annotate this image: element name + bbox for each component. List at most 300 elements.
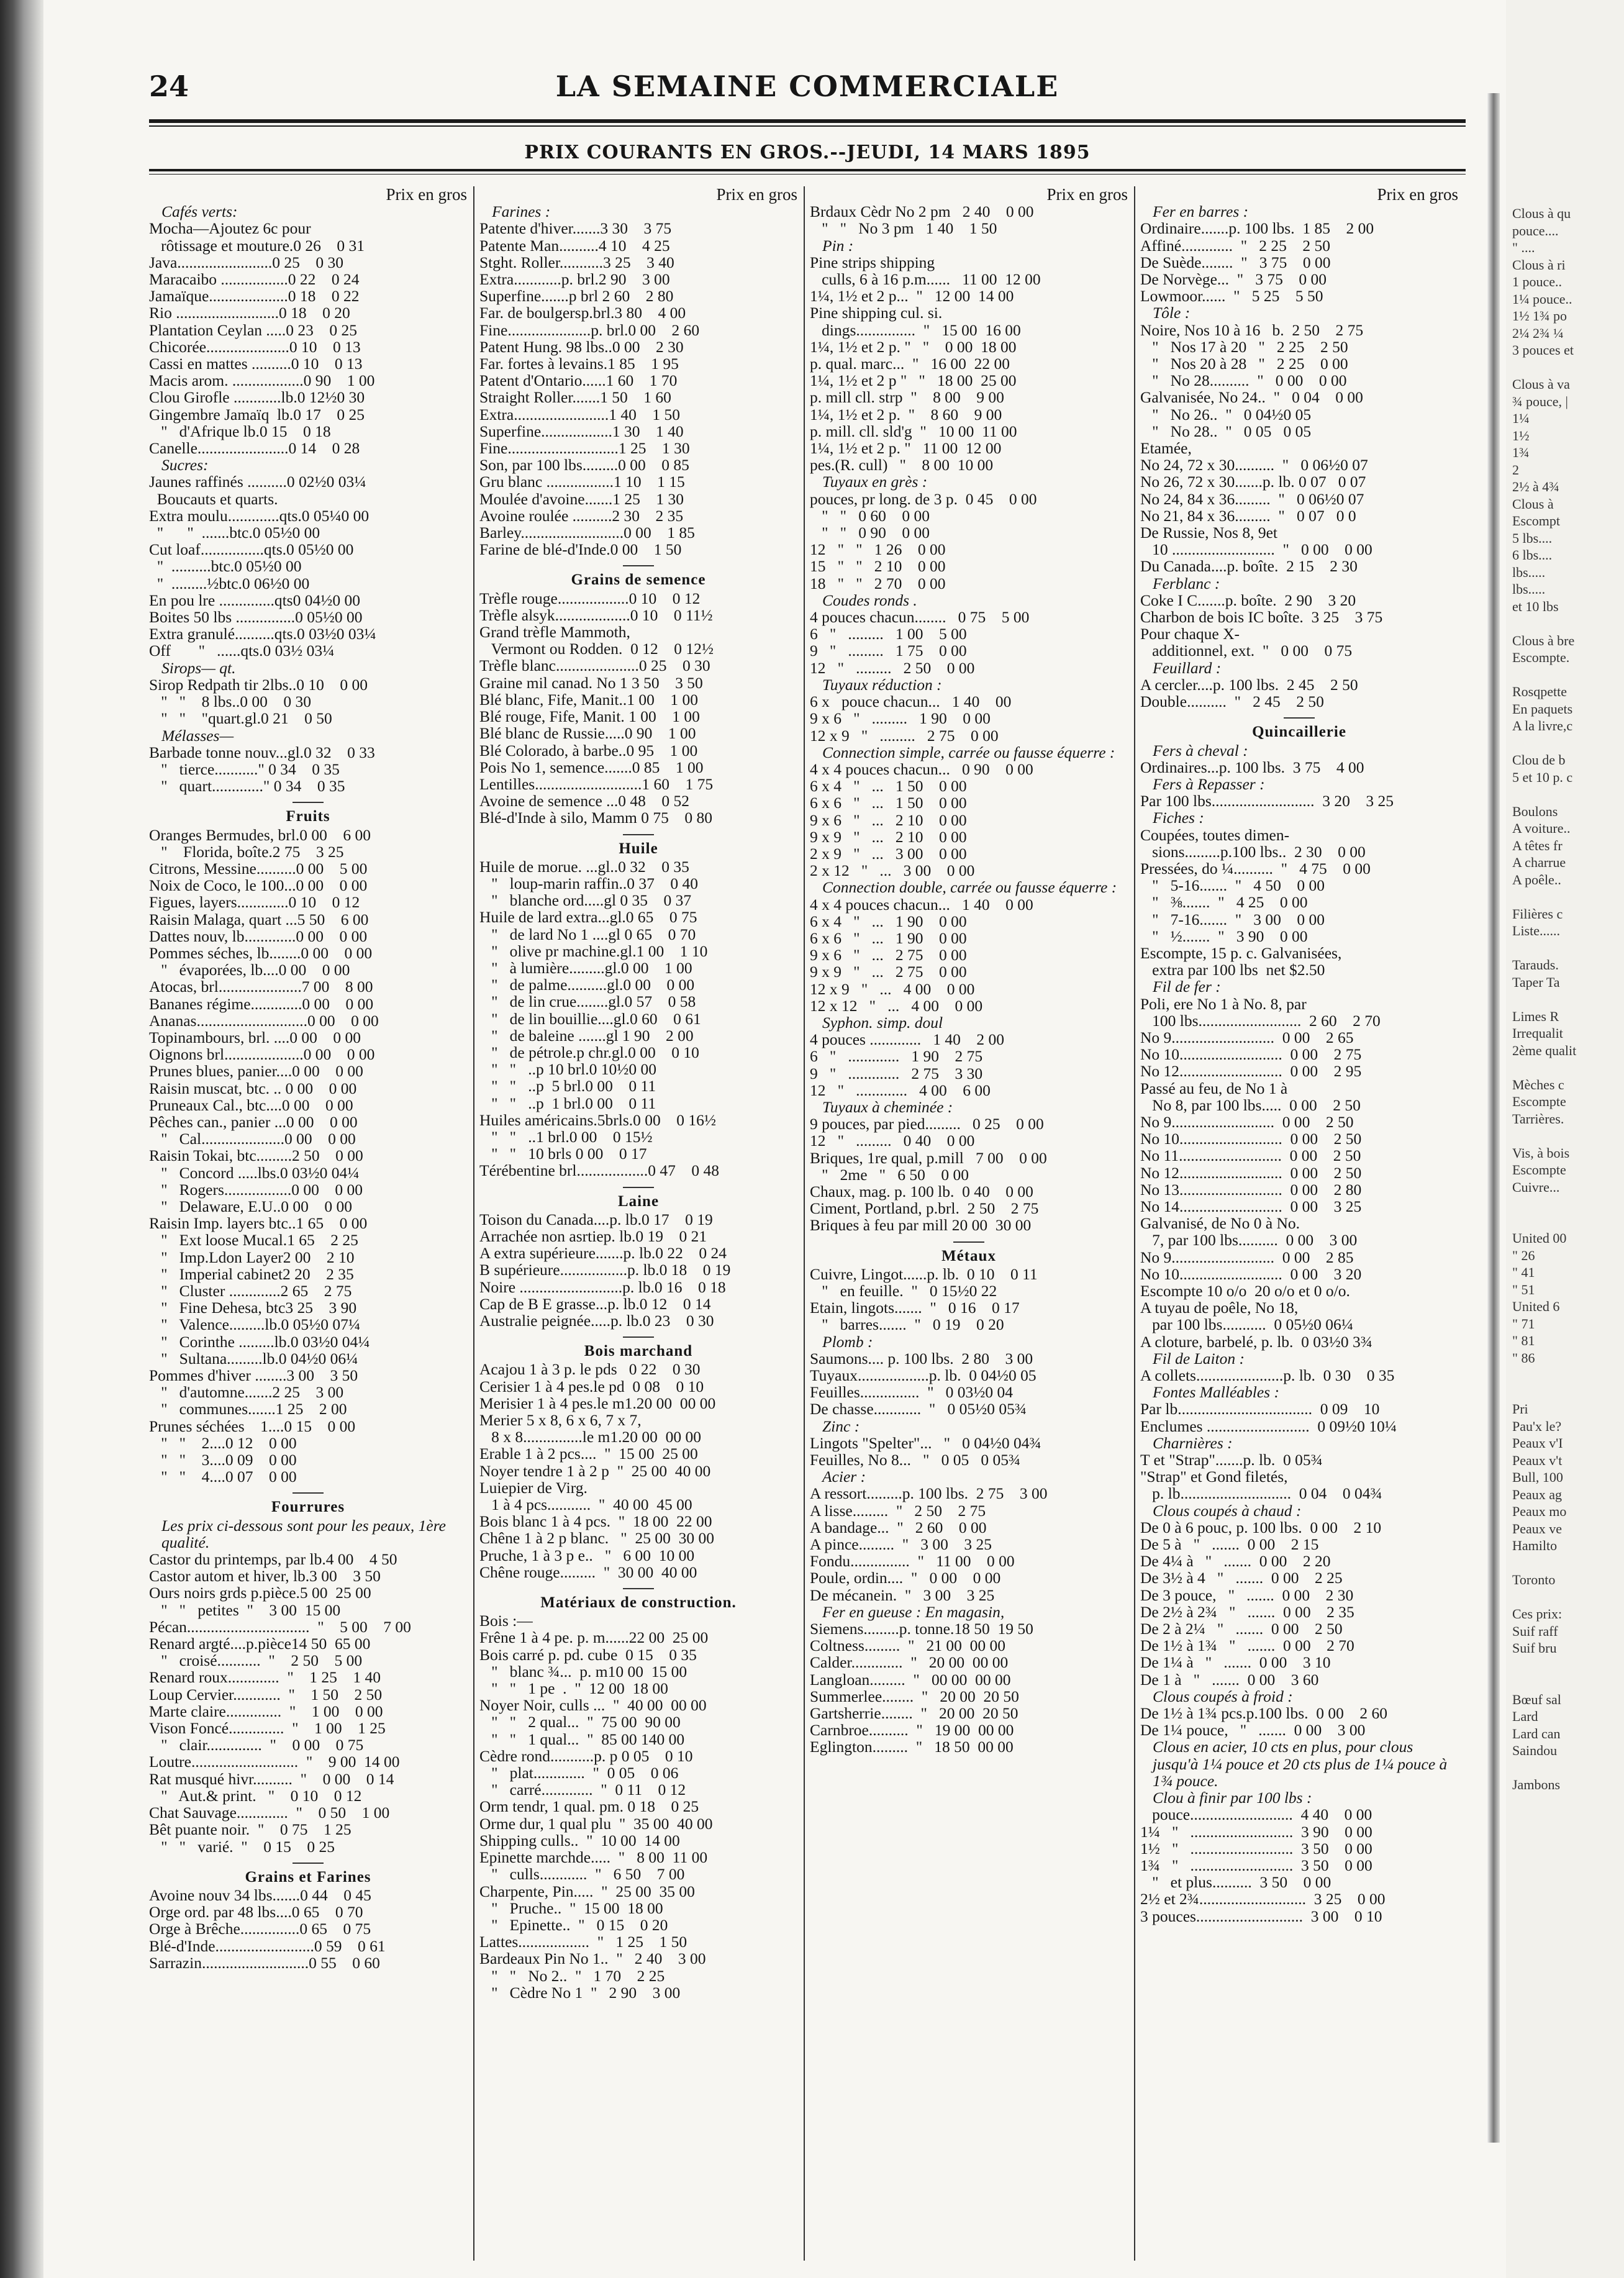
category-label: Charnières : [1153,1433,1233,1452]
category-label: Ferblanc : [1153,574,1220,592]
price-row: 15 " " 2 10 0 00 [810,557,946,576]
price-row: Atocas, brl.....................7 00 8 00 [149,978,373,996]
price-row: Prunes blues, panier....0 00 0 00 [149,1062,363,1081]
price-row: " et plus.......... 3 50 0 00 [1140,1873,1331,1892]
fragment-line: 2 [1512,461,1519,478]
price-row: Avoine de semence ...0 48 0 52 [479,792,690,810]
price-row: A collets......................p. lb. 0 30 0 35 [1140,1366,1395,1385]
category-label: Clou à finir par 100 lbs : [1153,1789,1312,1807]
category-label: Fers à Repasser : [1153,774,1265,793]
price-row: " communes.......1 25 2 00 [149,1400,347,1418]
price-row: " " varié. " 0 15 0 25 [149,1837,335,1856]
price-row: Enclumes .......................... 0 09½0 10¼ [1140,1417,1397,1435]
price-row: Merier 5 x 8, 6 x 6, 7 x 7, [479,1411,642,1430]
price-row: Affiné............. " 2 25 2 50 [1140,236,1330,255]
price-row: No 12.......................... 0 00 2 50 [1140,1163,1362,1182]
price-row: Straight Roller.......1 50 1 60 [479,388,671,407]
price-row: No 14.......................... 0 00 3 25 [1140,1197,1362,1215]
category-label: Clous coupés à chaud : [1153,1501,1302,1520]
price-row: Erable 1 à 2 pcs.... " 15 00 25 00 [479,1445,698,1463]
price-row: Orm tendr, 1 qual. pm. 0 18 0 25 [479,1797,699,1816]
price-row: Chicorée.....................0 10 0 13 [149,337,361,356]
price-row: No 10.......................... 0 00 2 75 [1140,1045,1362,1064]
price-row: A extra supérieure.......p. lb.0 22 0 24 [479,1244,727,1263]
price-row: No 11.......................... 0 00 2 50 [1140,1146,1361,1165]
price-row: " " .......btc.0 05½0 00 [149,524,320,542]
price-row: Barley..........................0 00 1 85 [479,524,695,542]
fragment-line: Suif raff [1512,1623,1558,1639]
price-column-1 [149,186,467,2267]
price-row: Tuyaux..................p. lb. 0 04½0 05 [810,1366,1037,1385]
price-column-2 [479,186,797,2267]
fragment-line: 6 lbs.... [1512,547,1553,563]
price-row: " " ..1 brl.0 00 0 15½ [479,1127,653,1146]
price-row: Pine shipping cul. si. [810,304,943,322]
price-row: " tierce..........." 0 34 0 35 [149,760,340,778]
price-row: 12 x 9 " ......... 2 75 0 00 [810,726,999,745]
fragment-line: ¾ pouce, | [1512,393,1568,409]
price-row: Macis arom. ..................0 90 1 00 [149,371,375,390]
category-label: Clous coupés à froid : [1153,1687,1293,1705]
fragment-line: Limes R [1512,1008,1559,1024]
fragment-line: Pri [1512,1401,1528,1417]
price-row: Arrachée non asrtiep. lb.0 19 0 21 [479,1227,707,1245]
price-row: pes.(R. cull) " 8 00 10 00 [810,456,994,474]
price-row: Shipping culls.. " 10 00 14 00 [479,1831,680,1849]
scan-fold-edge [1487,93,1500,2143]
price-row: 12 x 9 " ... 4 00 0 00 [810,979,975,998]
price-row: Noire, Nos 10 à 16 b. 2 50 2 75 [1140,320,1364,339]
price-row: Barbade tonne nouv...gl.0 32 0 33 [149,743,375,761]
category-label: Zinc : [822,1417,860,1435]
price-row: De 1½ à 1¾ " ....... 0 00 2 70 [1140,1636,1354,1655]
price-row: Pressées, do ¼.......... " 4 75 0 00 [1140,859,1371,878]
price-row: Vermont ou Rodden. 0 12 0 12½ [479,640,714,658]
fragment-line: Rosqpette [1512,684,1567,699]
fragment-line [1512,1366,1624,1384]
price-row: par 100 lbs........... 0 05½0 06¼ [1140,1315,1353,1334]
price-row: Bois :— [479,1612,533,1630]
publication-title: LA SEMAINE COMMERCIALE [555,70,1059,103]
price-row: " croisé........... " 2 50 5 00 [149,1651,363,1670]
fragment-line: A charrue [1512,855,1566,870]
price-row: " Cluster .............2 65 2 75 [149,1282,352,1300]
price-row: Bardeaux Pin No 1.. " 2 40 3 00 [479,1949,706,1968]
fragment-line: Saindou [1512,1743,1558,1758]
price-row: Escompte, 15 p. c. Galvanisées, [1140,943,1342,962]
price-row: " " "quart.gl.0 21 0 50 [149,709,332,728]
price-row: De 1 à " ....... 0 00 3 60 [1140,1670,1319,1689]
price-row: Off " ......qts.0 03½ 03¼ [149,642,335,660]
price-row: No 12.......................... 0 00 2 95 [1140,1062,1362,1081]
price-row: Blé rouge, Fife, Manit. 1 00 1 00 [479,707,700,726]
price-row: Coltness......... " 21 00 00 00 [810,1636,1006,1655]
price-row: De 3½ à 4 " ....... 0 00 2 25 [1140,1569,1343,1587]
price-row: "Strap" et Gond filetés, [1140,1468,1288,1486]
fragment-line: Cuivre... [1512,1179,1560,1195]
price-row: Clou Girofle ............lb.0 12½0 30 [149,388,365,407]
column-divider [1134,186,1135,2261]
fragment-line: 1½ [1512,427,1530,443]
price-row: 8 x 8...............le m1.20 00 00 00 [479,1428,701,1446]
price-row: " carré............. " 0 11 0 12 [479,1781,686,1799]
header-rule-thin [149,125,1466,127]
price-row: De Norvège... " 3 75 0 00 [1140,270,1327,289]
price-row: " olive pr machine.gl.1 00 1 10 [479,942,708,960]
price-row: Escompte 10 o/o 20 o/o et 0 o/o. [1140,1282,1350,1300]
price-row: " " 0 60 0 00 [810,506,930,525]
category-label: Fiches : [1153,809,1204,827]
price-row: Marte claire.............. " 1 00 0 00 [149,1702,383,1720]
fragment-line: 2ème qualit [1512,1042,1577,1058]
price-row: A lisse......... " 2 50 2 75 [810,1501,986,1520]
section-heading: Huile [479,834,797,857]
price-row: p. mill cll. strp " 8 00 9 00 [810,388,1004,407]
price-row: " blanc ¾... p. m10 00 15 00 [479,1662,687,1681]
fragment-line: " 51 [1512,1281,1535,1297]
price-row: De 1¼ à " ....... 0 00 3 10 [1140,1653,1331,1672]
price-row: Superfine..................1 30 1 40 [479,422,684,440]
category-label: Tuyaux réduction : [822,675,942,694]
price-row: Castor autom et hiver, lb.3 00 3 50 [149,1567,381,1586]
price-row: Son, par 100 lbs.........0 00 0 85 [479,456,689,474]
fragment-line: Ces prix: [1512,1606,1563,1622]
fragment-line: Irrequalit [1512,1025,1563,1041]
price-row: 100 lbs.......................... 2 60 2 70 [1140,1011,1381,1030]
price-row: Moulée d'avoine.......1 25 1 30 [479,489,684,508]
price-row: Luiepier de Virg. [479,1478,587,1497]
price-row: 2 x 9 " ... 3 00 0 00 [810,844,967,863]
subtitle-rule-thin [149,174,1466,175]
fragment-line: " .... [1512,240,1535,255]
price-row: Trèfle alsyk...................0 10 0 11½ [479,606,713,624]
price-row: Ordinaires...p. 100 lbs. 3 75 4 00 [1140,758,1364,776]
fragment-line: Clou de b [1512,752,1566,768]
price-row: " d'Afrique lb.0 15 0 18 [149,422,331,440]
price-row: " Sultana.........lb.0 04½0 06¼ [149,1349,358,1368]
section-heading: Fruits [149,802,467,825]
fragment-line: En paquets [1512,701,1573,717]
category-label: Coudes ronds . [822,591,917,609]
price-row: Citrons, Messine..........0 00 5 00 [149,859,368,878]
price-row: No 10.......................... 0 00 3 20 [1140,1264,1362,1283]
price-row: 6 " ......... 1 00 5 00 [810,625,967,643]
price-row: " de palme..........gl.0 00 0 00 [479,976,695,994]
price-row: No 24, 72 x 30.......... " 0 06½0 07 [1140,456,1368,474]
page-number: 24 [149,70,189,103]
price-row: Pois No 1, semence.......0 85 1 00 [479,758,704,776]
price-row: Langloan......... " 00 00 00 00 [810,1670,1011,1689]
section-heading: Métaux [810,1241,1128,1264]
price-row: Galvanisé, de No 0 à No. [1140,1214,1300,1233]
price-row: " " ..p 10 brl.0 10½0 00 [479,1060,657,1079]
price-row: Orme dur, 1 qual plu " 35 00 40 00 [479,1814,713,1833]
price-row: extra par 100 lbs net $2.50 [1140,961,1325,979]
price-row: Cerisier 1 à 4 pes.le pd 0 08 0 10 [479,1377,704,1395]
price-row: Coke I C.......p. boîte. 2 90 3 20 [1140,591,1356,609]
price-row: " barres....... " 0 19 0 20 [810,1315,1004,1334]
price-row: Blé blanc de Russie.....0 90 1 00 [479,724,696,743]
price-row: Australie peignée.....p. lb.0 23 0 30 [479,1312,714,1330]
category-label: Fontes Malléables : [1153,1383,1279,1402]
fragment-line: A voiture.. [1512,820,1571,836]
price-row: Far. fortes à levains.1 85 1 95 [479,355,679,373]
price-row: " Pruche.. " 15 00 18 00 [479,1899,663,1917]
category-label: Plomb : [822,1332,873,1351]
fragment-line: Clous à [1512,496,1554,512]
price-row: De Russie, Nos 8, 9et [1140,524,1277,542]
fragment-line: A la livre,c [1512,718,1573,733]
price-row: Carnbroe.......... " 19 00 00 00 [810,1721,1014,1740]
price-row: Double.......... " 2 45 2 50 [1140,692,1324,711]
fragment-line [1512,359,1624,376]
price-row: 12 " ......... 2 50 0 00 [810,658,975,677]
price-row: 9 x 9 " ... 2 10 0 00 [810,827,967,846]
fragment-line: Escompte [1512,1094,1566,1109]
fragment-line: Escompt [1512,513,1560,529]
price-row: Epinette marchde..... " 8 00 11 00 [479,1848,708,1867]
price-row: Patente d'hiver.......3 30 3 75 [479,219,672,238]
column-divider [473,186,474,2261]
price-row: 9 x 6 " ... 2 10 0 00 [810,810,967,829]
price-row: Chêne rouge......... " 30 00 40 00 [479,1563,697,1581]
fragment-line: Peaux ag [1512,1486,1563,1502]
fragment-line [1512,666,1624,684]
price-row: Briques à feu par mill 20 00 30 00 [810,1216,1032,1235]
category-label: Fil de Laiton : [1153,1349,1245,1368]
price-row: " " 10 brls 0 00 0 17 [479,1145,647,1163]
price-row: pouce.......................... 4 40 0 00 [1140,1805,1372,1824]
price-row: Bois carré p. pd. cube 0 15 0 35 [479,1645,697,1664]
fragment-line: Boulons [1512,803,1558,819]
price-row: Huile de lard extra...gl.0 65 0 75 [479,908,697,927]
price-row: De mécanein. " 3 00 3 25 [810,1586,995,1604]
price-row: " 5-16....... " 4 50 0 00 [1140,876,1325,895]
price-row: Acajou 1 à 3 p. le pds 0 22 0 30 [479,1360,701,1379]
price-row: Renard argté....p.pièce14 50 65 00 [149,1635,371,1653]
price-row: 4 pouces ............. 1 40 2 00 [810,1030,1005,1049]
price-row: A tuyau de poêle, No 18, [1140,1299,1299,1317]
category-label: Fil de fer : [1153,978,1221,996]
price-row: 2 x 12 " ... 3 00 0 00 [810,861,975,880]
price-row: Orge à Brêche...............0 65 0 75 [149,1920,371,1938]
price-row: Summerlee........ " 20 00 20 50 [810,1687,1019,1705]
category-label: Clous en acier, 10 cts en plus, pour clous jusqu'à 1¼ pouce et 20 cts plus de 1¼ pouce à 1¾ pouce. [1153,1738,1448,1790]
price-row: No 8, par 100 lbs..... 0 00 2 50 [1140,1096,1361,1114]
price-row: Lowmoor...... " 5 25 5 50 [1140,287,1323,306]
price-row: De Suède........ " 3 75 0 00 [1140,253,1331,271]
category-label: Connection simple, carrée ou fausse équerre : [822,743,1115,761]
price-row: Poli, ere No 1 à No. 8, par [1140,994,1307,1013]
fragment-line: A têtes fr [1512,837,1563,853]
price-row: Fine.....................p. brl.0 00 2 60 [479,320,700,339]
price-row: Poule, ordin.... " 0 00 0 00 [810,1569,1001,1587]
price-row: A pince......... " 3 00 3 25 [810,1535,992,1554]
price-row: 1¼ " .......................... 3 90 0 00 [1140,1822,1372,1841]
price-row: Etamée, [1140,439,1192,458]
price-row: Vison Foncé.............. " 1 00 1 25 [149,1719,386,1738]
fragment-line: 1¾ [1512,445,1530,460]
price-row: " " 1 pe . " 12 00 18 00 [479,1679,668,1698]
fragment-line [1512,1554,1624,1572]
price-row: Maracaibo .................0 22 0 24 [149,270,360,289]
price-row: Renard roux............. " 1 25 1 40 [149,1668,381,1687]
price-row: 6 x 6 " ... 1 50 0 00 [810,794,967,812]
price-row: 2½ et 2¾........................... 3 25 0 00 [1140,1890,1386,1908]
price-row: Extra........................1 40 1 50 [479,405,680,424]
price-row: 1¼, 1½ et 2 p. " 11 00 12 00 [810,439,1002,458]
price-row: 1¾ " .......................... 3 50 0 00 [1140,1856,1372,1874]
price-row: A cloture, barbelé, p. lb. 0 03½0 3¾ [1140,1332,1372,1351]
fragment-line: Pau'x le? [1512,1418,1562,1434]
price-row: Cuivre, Lingot......p. lb. 0 10 0 11 [810,1264,1038,1283]
price-row: Sirop Redpath tir 2lbs..0 10 0 00 [149,675,368,694]
fragment-line: Tarauds. [1512,957,1559,973]
price-row: " Ext loose Mucal.1 65 2 25 [149,1231,358,1250]
price-row: Trèfle rouge..................0 10 0 12 [479,589,701,607]
price-row: Blé Colorado, à barbe..0 95 1 00 [479,741,698,760]
price-row: " Fine Dehesa, btc3 25 3 90 [149,1299,357,1317]
price-row: " ½....... " 3 90 0 00 [1140,927,1308,945]
price-row: 6 " ............. 1 90 2 75 [810,1047,983,1066]
price-row: 9 x 9 " ... 2 75 0 00 [810,963,967,981]
fragment-line: lbs..... [1512,581,1546,597]
fragment-line: 1 pouce.. [1512,274,1563,289]
fragment-line [1512,1384,1624,1401]
category-label: Fers à cheval : [1153,741,1248,760]
price-row: Ours noirs grds p.pièce.5 00 25 00 [149,1584,371,1602]
price-row: Plantation Ceylan .....0 23 0 25 [149,320,358,339]
fragment-line: Vis, à bois [1512,1145,1570,1161]
price-row: Gru blanc .................1 10 1 15 [479,473,685,491]
fragment-line [1512,940,1624,957]
category-label: Mélasses— [161,726,234,745]
price-row: rôtissage et mouture.0 26 0 31 [149,236,365,255]
price-row: " .........½btc.0 06½0 00 [149,574,310,592]
fragment-line [1512,1127,1624,1145]
fragment-line: Hamilto [1512,1538,1558,1553]
price-row: Farine de blé-d'Inde.0 00 1 50 [479,540,682,559]
category-label: Sirops— qt. [161,658,236,677]
fragment-line: A poêle.. [1512,871,1561,887]
scan-binding-edge [0,0,43,2278]
category-label: Acier : [822,1468,866,1486]
price-row: 12 " ............. 4 00 6 00 [810,1081,991,1099]
price-row: 12 " ......... 0 40 0 00 [810,1132,975,1150]
price-row: Térébentine brl..................0 47 0 48 [479,1161,719,1180]
price-row: " " 2 qual... " 75 00 90 00 [479,1713,681,1731]
fragment-line: " 81 [1512,1333,1535,1348]
price-row: Siemens.........p. tonne.18 50 19 50 [810,1620,1033,1638]
price-row: Oignons brl....................0 00 0 00 [149,1045,375,1064]
price-row: pouces, pr long. de 3 p. 0 45 0 00 [810,489,1037,508]
page-header [149,70,1466,113]
price-row: Noyer Noir, culls ... " 40 00 00 00 [479,1696,707,1715]
fragment-line: " 71 [1512,1315,1535,1332]
price-row: 9 x 6 " ......... 1 90 0 00 [810,709,991,728]
fragment-line [1512,888,1624,905]
price-row: En pou lre ..............qts0 04½0 00 [149,591,360,609]
price-row: 4 x 4 pouces chacun... 0 90 0 00 [810,760,1033,778]
price-row: 9 x 6 " ... 2 75 0 00 [810,946,967,964]
price-row: " " ..p 5 brl.0 00 0 11 [479,1077,656,1096]
fragment-line: Clous à ri [1512,256,1566,273]
price-row: Blé-d'Inde.........................0 59 0 61 [149,1936,386,1955]
price-row: 10 .......................... " 0 00 0 00 [1140,540,1372,559]
fragment-line [1512,1196,1624,1213]
fragment-line [1512,1213,1624,1230]
price-row: Charbon de bois IC boîte. 3 25 3 75 [1140,608,1383,627]
fragment-line: Clous à qu [1512,206,1571,221]
price-row: De 1¼ pouce, " ....... 0 00 3 00 [1140,1721,1366,1740]
price-row: " à lumière.........gl.0 00 1 00 [479,958,692,977]
price-row: " de pétrole.p chr.gl.0 00 0 10 [479,1043,699,1061]
price-row: Gingembre Jamaïq lb.0 17 0 25 [149,405,365,424]
price-row: De 4¼ à " ....... 0 00 2 20 [1140,1552,1331,1571]
price-row: A bandage... " 2 60 0 00 [810,1518,987,1536]
price-row: Huiles américains.5brls.0 00 0 16½ [479,1110,717,1129]
price-row: Etain, lingots....... " 0 16 0 17 [810,1299,1020,1317]
price-row: Chêne 1 à 2 p blanc. " 25 00 30 00 [479,1529,714,1548]
price-row: " 2me " 6 50 0 00 [810,1165,969,1184]
price-row: Chat Sauvage............. " 0 50 1 00 [149,1804,390,1822]
category-label: Les prix ci-dessous sont pour les peaux, 1ère qualité. [161,1516,446,1551]
section-heading: Laine [479,1187,797,1210]
price-row: 3 pouces........................... 3 00 0 10 [1140,1907,1382,1925]
price-row: No 13.......................... 0 00 2 80 [1140,1180,1362,1199]
fragment-line: United 00 [1512,1230,1567,1246]
price-row: Raisin Imp. layers btc..1 65 0 00 [149,1214,368,1233]
price-row: Noix de Coco, le 100...0 00 0 00 [149,876,368,895]
fragment-line: Peaux ve [1512,1520,1563,1536]
price-row: " Nos 20 à 28 " 2 25 0 00 [1140,355,1348,373]
fragment-line: Lard can [1512,1725,1561,1741]
category-label: Connection double, carrée ou fausse équerre : [822,878,1117,897]
price-row: 6 x 4 " ... 1 90 0 00 [810,912,967,930]
price-row: " de lin bouillie....gl.0 60 0 61 [479,1009,701,1028]
price-row: " Delaware, E.U..0 00 0 00 [149,1197,352,1215]
price-row: A ressort.........p. 100 lbs. 2 75 3 00 [810,1484,1048,1503]
price-row: " Concord .....lbs.0 03½0 04¼ [149,1163,360,1182]
category-label: Fer en barres : [1153,202,1249,221]
price-row: Noyer tendre 1 à 2 p " 25 00 40 00 [479,1461,711,1480]
fragment-line: 5 et 10 p. c [1512,769,1573,785]
fragment-line: 1¼ pouce.. [1512,291,1572,307]
price-row: Trèfle blanc.....................0 25 0 30 [479,656,710,675]
price-row: " " 0 90 0 00 [810,524,930,542]
fragment-line: Lard [1512,1708,1538,1724]
category-label: Tôle : [1153,304,1191,322]
price-row: Pour chaque X- [1140,625,1240,643]
price-row: Java........................0 25 0 30 [149,253,344,271]
price-row: No 21, 84 x 36......... " 0 07 0 0 [1140,506,1356,525]
price-row: Galvanisée, No 24.. " 0 04 0 00 [1140,388,1363,407]
price-row: " blanche ord.....gl 0 35 0 37 [479,891,692,910]
price-row: Du Canada....p. boîte. 2 15 2 30 [1140,557,1358,576]
fragment-line: Escompte. [1512,650,1570,665]
price-row: " Aut.& print. " 0 10 0 12 [149,1786,362,1805]
price-row: Dattes nouv, lb.............0 00 0 00 [149,927,368,945]
price-row: Bananes régime.............0 00 0 00 [149,994,374,1013]
column-divider [804,186,805,2261]
adjacent-page-fragment [1512,205,1624,2130]
price-row: Chaux, mag. p. 100 lb. 0 40 0 00 [810,1182,1033,1200]
fragment-line: Taper Ta [1512,974,1560,990]
price-row: Extra............p. brl.2 90 3 00 [479,270,670,289]
price-row: Gartsherrie........ " 20 00 20 50 [810,1704,1018,1723]
fragment-line: Mèches c [1512,1076,1564,1092]
fragment-line: Escompte [1512,1162,1566,1178]
